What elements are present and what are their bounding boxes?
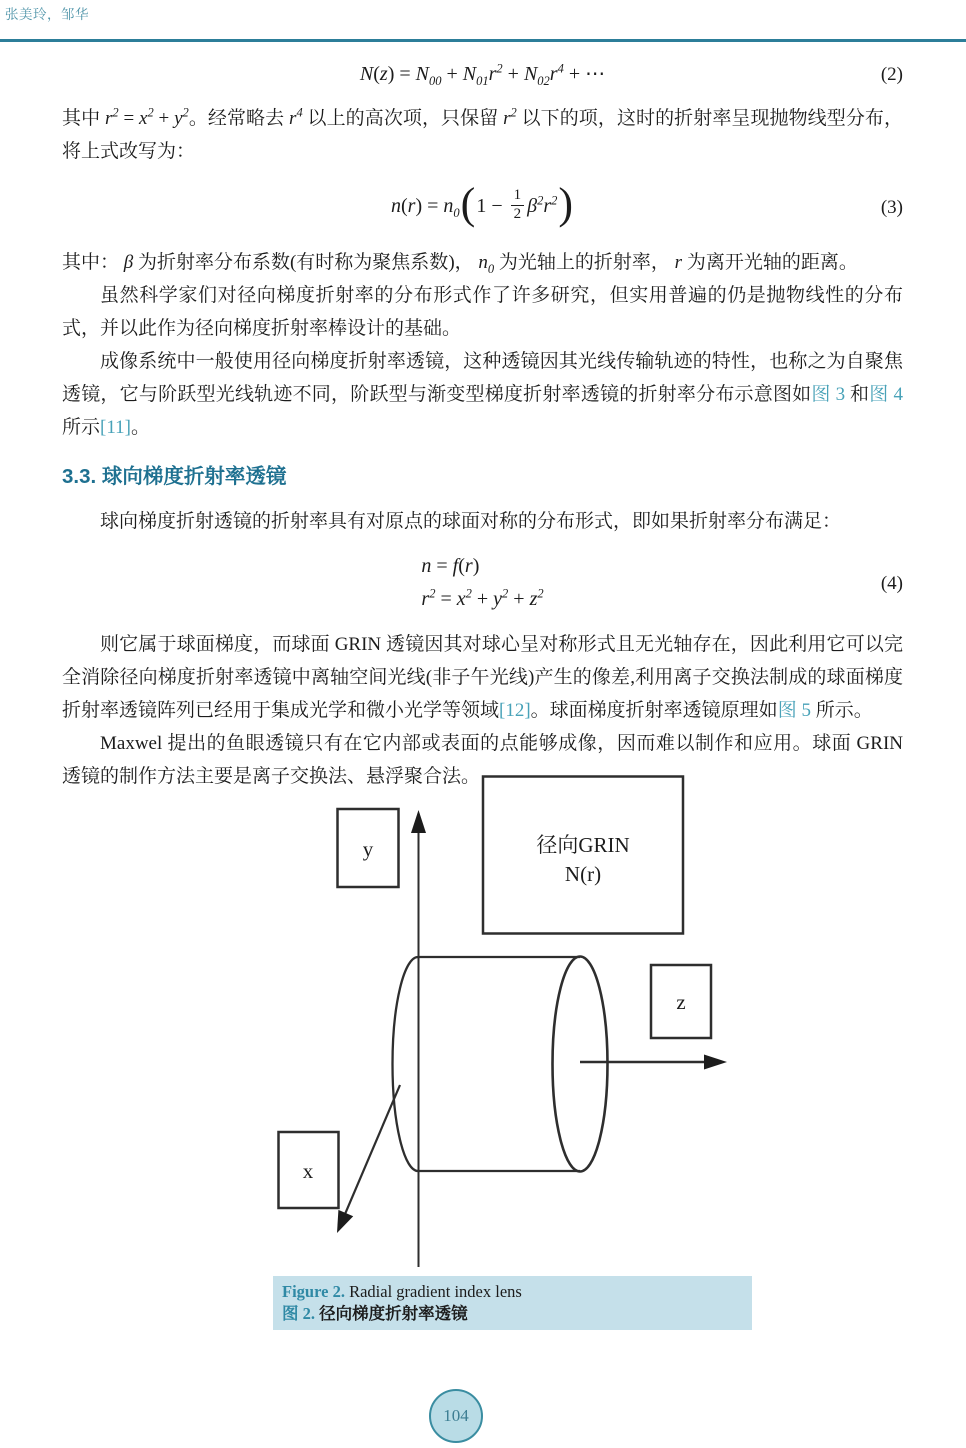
equation-3 xyxy=(62,176,903,238)
text-run: 2 xyxy=(551,193,558,208)
text-run: 2 xyxy=(496,60,503,75)
text-run: 4 xyxy=(296,105,303,120)
text-run: Maxwel 提出的鱼眼透镜只有在它内部或表面的点能够成像，因而难以制作和应用。球面 GRIN 透镜的制作方法主要是离子交换法、悬浮聚合法。 xyxy=(62,733,903,787)
equation-4 xyxy=(62,546,903,620)
equation-2 xyxy=(62,56,903,92)
text-run: 2 xyxy=(112,105,119,120)
axis-label-x: x xyxy=(302,1159,314,1183)
text-run: N xyxy=(462,62,477,85)
equation-4-line1 xyxy=(421,550,543,583)
figure-2-caption xyxy=(273,1276,752,1330)
text-run: 2 xyxy=(429,586,436,601)
text-run: r xyxy=(407,194,416,217)
text-run: 为折射率分布系数(有时称为聚焦系数)， xyxy=(133,252,479,273)
text-run: 0 xyxy=(453,205,460,220)
text-run: + ⋯ xyxy=(563,62,606,85)
text-run: 2 xyxy=(537,586,544,601)
text-run: y xyxy=(493,588,503,610)
inline-link[interactable]: 图 3 xyxy=(811,384,846,405)
text-run: β xyxy=(527,194,538,217)
text-run: = xyxy=(118,108,140,129)
text-run: r xyxy=(421,588,430,610)
text-run: 所示。 xyxy=(810,700,873,721)
text-run: 以下的项，这时的折射率呈现抛物线型分布，将上式改写为： xyxy=(62,108,903,162)
text-run: r xyxy=(488,62,497,85)
axis-label-z: z xyxy=(676,990,686,1014)
text-run: 2 xyxy=(182,105,189,120)
text-run: n xyxy=(443,194,454,217)
equation-2-number: (2) xyxy=(880,63,903,85)
text-run: n xyxy=(390,194,401,217)
cylinder-lens xyxy=(393,957,608,1172)
text-run: 2 xyxy=(147,105,154,120)
text-run: β xyxy=(123,252,134,273)
paragraph xyxy=(62,279,903,345)
text-run: n xyxy=(421,555,432,577)
text-run: r xyxy=(503,108,511,129)
text-run: + xyxy=(441,62,463,85)
text-run: 虽然科学家们对径向梯度折射率的分布形式作了许多研究，但实用普遍的仍是抛物线性的分布式，并以此作为径向梯度折射率棒设计的基础。 xyxy=(62,285,903,339)
text-run: ( xyxy=(400,194,408,217)
text-run: 则它属于球面梯度，而球面 GRIN 透镜因其对球心呈对称形式且无光轴存在，因此利用它可以完全消除径向梯度折射率透镜中离轴空间光线(非子午光线)产生的像差,利用离子交换法制成的球面梯度折射率透镜阵列已经用于集成光学和微小光学等领域 xyxy=(62,634,903,721)
text-run: x xyxy=(139,108,148,129)
z-axis-arrow xyxy=(580,1055,727,1070)
text-run: 4 xyxy=(557,60,564,75)
text-run: 以上的高次项，只保留 xyxy=(302,108,504,129)
figure-caption-en-text: Radial gradient index lens xyxy=(344,1282,522,1301)
text-run: r xyxy=(289,108,297,129)
text-run: 01 xyxy=(476,73,489,88)
text-run: 2 xyxy=(465,586,472,601)
text-run: 成像系统中一般使用径向梯度折射率透镜，这种透镜因其光线传输轨迹的特性，也称之为自聚焦透镜，它与阶跃型光线轨迹不同，阶跃型与渐变型梯度折射率透镜的折射率分布示意图如 xyxy=(62,351,903,405)
equation-3-expression xyxy=(96,179,869,229)
body-text xyxy=(62,52,903,793)
text-run: N xyxy=(523,62,538,85)
paragraph xyxy=(62,345,903,444)
text-run: z xyxy=(529,588,538,610)
text-run: = xyxy=(435,588,457,610)
text-run: 2 xyxy=(502,586,509,601)
big-paren: ( xyxy=(460,179,476,229)
text-run: n xyxy=(478,252,488,273)
axis-label-y: y xyxy=(362,837,374,861)
text-run: 为光轴上的折射率， xyxy=(494,252,675,273)
header-rule xyxy=(0,39,966,42)
paragraph xyxy=(62,246,903,279)
page-header-authors: 张美玲，邹华 xyxy=(5,7,89,22)
y-axis-arrow xyxy=(411,810,426,1267)
text-run: r xyxy=(104,108,113,129)
x-axis-arrow xyxy=(337,1085,400,1233)
text-run: 1 − xyxy=(476,194,508,217)
text-run: 02 xyxy=(537,73,550,88)
text-run: 。球面梯度折射率透镜原理如 xyxy=(530,700,778,721)
text-run: 球向梯度折射透镜的折射率具有对原点的球面对称的分布形式，即如果折射率分布满足： xyxy=(100,511,842,532)
text-run: + xyxy=(502,62,524,85)
text-run: 为离开光轴的距离。 xyxy=(682,252,858,273)
figure-caption-zh-text: 径向梯度折射率透镜 xyxy=(315,1303,468,1323)
text-run: ( xyxy=(458,555,465,577)
text-run: r xyxy=(549,62,558,85)
text-run: 。经常略去 xyxy=(188,108,290,129)
inline-link[interactable]: [12] xyxy=(499,700,531,721)
figure-caption-zh-prefix: 图 2. xyxy=(282,1303,315,1323)
text-run: 00 xyxy=(428,73,442,88)
text-run: r xyxy=(543,194,552,217)
inline-link[interactable]: [11] xyxy=(100,417,131,438)
text-run: 其中 xyxy=(62,108,105,129)
text-run: 所示 xyxy=(62,417,101,438)
inline-link[interactable]: 图 5 xyxy=(777,700,811,721)
text-run: + xyxy=(153,108,175,129)
grin-box-label-line1: 径向GRIN xyxy=(536,833,630,857)
text-run: r xyxy=(464,555,473,577)
page-number-badge xyxy=(429,1389,483,1443)
paragraph xyxy=(62,102,903,168)
equation-2-expression xyxy=(96,58,869,91)
text-run: + xyxy=(508,588,530,610)
text-run: 和 xyxy=(845,384,870,405)
text-run: + xyxy=(471,588,494,610)
text-run: ( xyxy=(373,62,380,85)
text-run: z xyxy=(379,62,388,85)
fraction: $\frac{1}{2}$ xyxy=(508,188,528,223)
text-run: N xyxy=(359,62,374,85)
big-paren: ) xyxy=(558,179,574,229)
text-run: 。 xyxy=(130,417,150,438)
text-run: y xyxy=(174,108,183,129)
equation-4-line2 xyxy=(421,583,543,616)
text-run: ) xyxy=(472,555,480,577)
text-run: x xyxy=(456,588,466,610)
text-run: 2 xyxy=(537,193,544,208)
text-run: ) = xyxy=(415,194,444,217)
text-run: 0 xyxy=(487,261,495,276)
figure-caption-en-prefix: Figure 2. xyxy=(282,1282,345,1301)
grin-box-label-line2: N(r) xyxy=(564,862,602,886)
equation-4-number: (4) xyxy=(880,572,903,594)
text-run: f xyxy=(452,555,459,577)
text-run: 其中： xyxy=(62,252,124,273)
text-run: 2 xyxy=(510,105,517,120)
text-run: N xyxy=(415,62,429,85)
equation-3-number: (3) xyxy=(880,196,903,218)
text-run: = xyxy=(431,555,453,577)
paragraph xyxy=(62,628,903,727)
inline-link[interactable]: 图 4 xyxy=(869,384,903,405)
text-run: r xyxy=(674,252,683,273)
paragraph xyxy=(62,505,903,538)
text-run: ) = xyxy=(387,62,416,85)
page-number: 104 xyxy=(443,1406,469,1425)
section-heading-3-3: 3.3. 球向梯度折射率透镜 xyxy=(62,465,287,488)
figure-2-diagram xyxy=(270,770,770,1286)
equation-4-expression xyxy=(421,550,543,616)
